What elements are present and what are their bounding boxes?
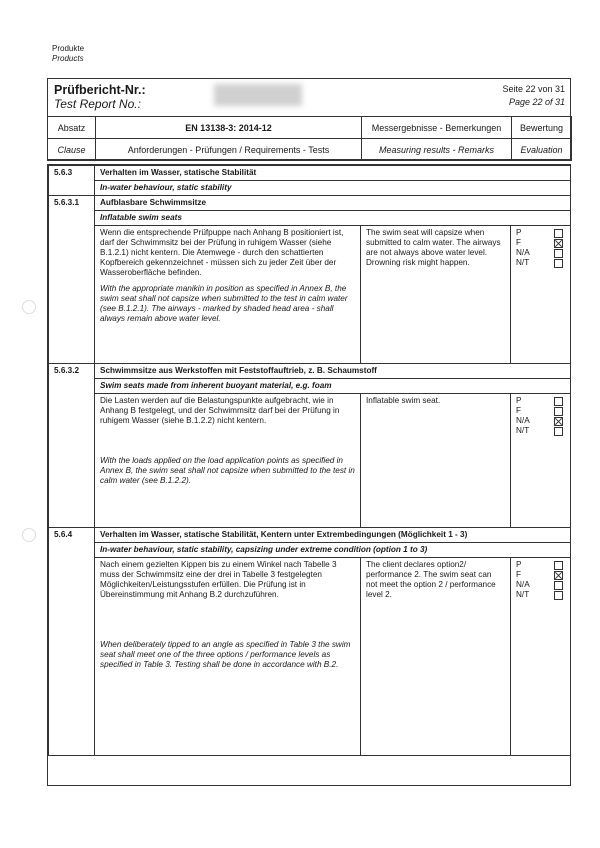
col-results-de: Messergebnisse - Bemerkungen: [362, 117, 512, 139]
report-number-label-en: Test Report No.:: [54, 97, 141, 111]
col-eval-de: Bewertung: [512, 117, 572, 139]
requirement-cell: [95, 226, 361, 364]
section-title-en: Inflatable swim seats: [95, 211, 571, 226]
section-row: [49, 364, 571, 379]
report-number-label-de: Prüfbericht-Nr.:: [54, 83, 146, 97]
empty-checkbox[interactable]: [554, 561, 563, 570]
product-label-de: Produkte: [52, 44, 85, 53]
requirement-de: Nach einem gezielten Kippen bis zu einem Winkel nach Tabelle 3 muss der Schwimmsitz eine der drei in Tabelle 3 festgelegten Möglichkeiten/Leistungsstufen erfüllen. Die Prüfung ist in Übereinstimmung mit Anhang B.2 durchzuführen.: [100, 560, 337, 599]
col-clause-en: Clause: [48, 139, 96, 161]
page-number-en: Page 22 of 31: [508, 97, 565, 107]
requirement-en: With the appropriate manikin in position as specified in Annex B, the swim seat shall not capsize when submitted to the test in calm water (see B.1.2.1). The airways - marked by shaded head area - shall always remain above water level.: [100, 284, 348, 323]
evaluation-code: N/T: [516, 426, 530, 435]
evaluation-list: [516, 560, 565, 600]
requirement-de: Die Lasten werden auf die Belastungspunkte aufgebracht, wie in Anhang B festgelegt, und der Schwimmsitz darf bei der Prüfung in ruhigem Wasser (siehe B.1.2.2) nicht kentern.: [100, 396, 340, 425]
evaluation-code: N/T: [516, 258, 530, 267]
requirement-cell: [95, 558, 361, 756]
evaluation-code: N/A: [516, 248, 530, 257]
empty-checkbox[interactable]: [554, 259, 563, 268]
checked-checkbox[interactable]: [554, 571, 563, 580]
evaluation-code: F: [516, 570, 522, 579]
empty-checkbox[interactable]: [554, 407, 563, 416]
evaluation-code: F: [516, 406, 522, 415]
evaluation-code: N/A: [516, 416, 530, 425]
col-standard: EN 13138-3: 2014-12: [96, 117, 362, 139]
col-results-en: Measuring results - Remarks: [362, 139, 512, 161]
evaluation-code: P: [516, 560, 522, 569]
section-row: [49, 166, 571, 181]
result-cell: The client declares option2/ performance 2. The swim seat can not meet the option 2 / performance level 2.: [361, 558, 511, 756]
empty-checkbox[interactable]: [554, 249, 563, 258]
test-results-table: [47, 164, 571, 786]
empty-checkbox[interactable]: [554, 427, 563, 436]
checked-checkbox[interactable]: [554, 239, 563, 248]
checked-checkbox[interactable]: [554, 417, 563, 426]
page-number-de: Seite 22 von 31: [502, 84, 565, 94]
evaluation-cell: [511, 226, 571, 364]
section-title-en: Swim seats made from inherent buoyant material, e.g. foam: [95, 379, 571, 394]
requirement-de: Wenn die entsprechende Prüfpuppe nach Anhang B positioniert ist, darf der Schwimmsitz bei der Prüfung in ruhigem Wasser (siehe B.1.2.1) nicht kentern. Die Atemwege - durch den schattierten Kopfbereich gekennzeichnet - müssen sich zu jeder Zeit über der Wasseroberfläche befinden.: [100, 228, 344, 277]
clause-number: 5.6.3.1: [49, 196, 95, 364]
evaluation-code: N/T: [516, 590, 530, 599]
section-row: [49, 528, 571, 543]
clause-number: 5.6.3.2: [49, 364, 95, 528]
evaluation-code: P: [516, 396, 522, 405]
evaluation-list: [516, 228, 565, 268]
col-clause-de: Absatz: [48, 117, 96, 139]
evaluation-code: N/A: [516, 580, 530, 589]
column-header-table: [47, 116, 572, 161]
result-cell: The swim seat will capsize when submitted to calm water. The airways are not always above water level. Drowning risk might happen.: [361, 226, 511, 364]
empty-checkbox[interactable]: [554, 581, 563, 590]
requirement-cell: [95, 394, 361, 528]
section-title-de: Schwimmsitze aus Werkstoffen mit Feststoffauftrieb, z. B. Schaumstoff: [95, 364, 571, 379]
clause-number: 5.6.3: [49, 166, 95, 196]
requirement-en: When deliberately tipped to an angle as specified in Table 3 the swim seat shall meet one of the three options / performance levels as specified in Table 3. Testing shall be done in accordance with B.2.: [100, 640, 351, 669]
page-top-label: [52, 44, 84, 64]
redacted-report-number: [214, 84, 302, 106]
col-eval-en: Evaluation: [512, 139, 572, 161]
section-title-en: In-water behaviour, static stability, capsizing under extreme condition (option 1 to 3): [95, 543, 571, 558]
section-title-en: In-water behaviour, static stability: [95, 181, 571, 196]
empty-checkbox[interactable]: [554, 397, 563, 406]
col-requirements: Anforderungen - Prüfungen / Requirements - Tests: [96, 139, 362, 161]
evaluation-code: P: [516, 228, 522, 237]
result-cell: Inflatable swim seat.: [361, 394, 511, 528]
punch-hole-mark: [22, 300, 36, 314]
section-title-de: Aufblasbare Schwimmsitze: [95, 196, 571, 211]
product-label-en: Products: [52, 54, 84, 63]
clause-number: 5.6.4: [49, 528, 95, 756]
evaluation-code: F: [516, 238, 522, 247]
section-row: [49, 196, 571, 211]
evaluation-cell: [511, 394, 571, 528]
empty-checkbox[interactable]: [554, 591, 563, 600]
evaluation-cell: [511, 558, 571, 756]
section-title-de: Verhalten im Wasser, statische Stabilität: [95, 166, 571, 181]
empty-checkbox[interactable]: [554, 229, 563, 238]
requirement-en: With the loads applied on the load application points as specified in Annex B, the swim seat shall not capsize when submitted to the test in calm water (see B.1.2.2).: [100, 456, 355, 485]
evaluation-list: [516, 396, 565, 436]
punch-hole-mark: [22, 528, 36, 542]
section-title-de: Verhalten im Wasser, statische Stabilität, Kentern unter Extrembedingungen (Möglichkeit 1 - 3): [95, 528, 571, 543]
